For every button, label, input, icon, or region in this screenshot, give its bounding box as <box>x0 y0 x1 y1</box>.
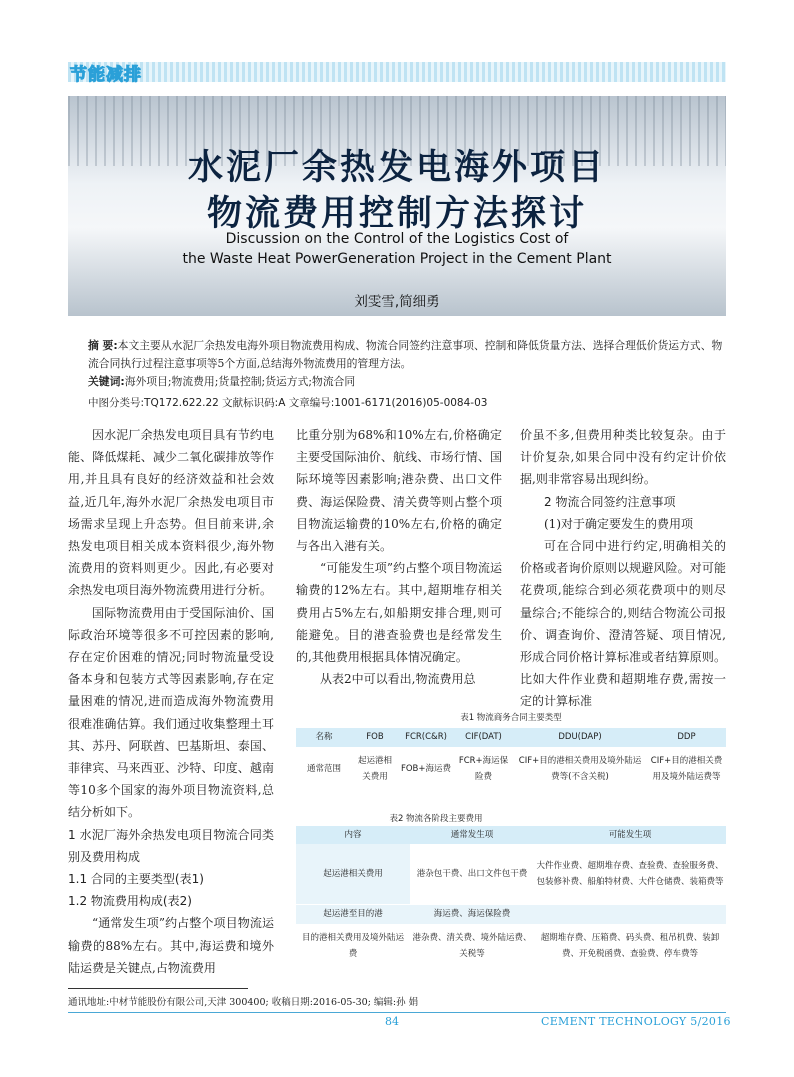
table1-caption: 表1 物流商务合同主要类型 <box>460 713 562 723</box>
table-header-row <box>296 728 726 747</box>
table-header-cell: 可能发生项 <box>534 826 726 844</box>
table2 <box>296 826 726 969</box>
table-cell: 通常范围 <box>296 747 352 792</box>
table-header-cell: 内容 <box>296 826 410 844</box>
abstract <box>88 337 728 373</box>
table-cell: 超期堆存费、压箱费、码头费、租吊机费、装卸费、开免税函费、查验费、停车费等 <box>534 924 726 968</box>
table-cell: 港杂包干费、出口文件包干费 <box>410 844 534 904</box>
table-cell: 大件作业费、超期堆存费、查验费、查验服务费、包装修补费、船舶特材费、大件仓储费、装箱费等 <box>534 844 726 904</box>
table-header-cell: FCR(C&R) <box>398 728 454 747</box>
table-cell <box>534 904 726 924</box>
table-cell: 起运港相关费用 <box>296 844 410 904</box>
paragraph: “通常发生项”约占整个项目物流运输费的88%左右。其中,海运费和境外陆运费是关键点,占物流费用 <box>68 916 274 975</box>
table-cell: CIF+目的港相关费用及境外陆运费等(不含关税) <box>513 747 647 792</box>
section-heading: 2 物流合同签约注意事项 <box>544 494 676 509</box>
paragraph: 价虽不多,但费用种类比较复杂。由于计价复杂,如果合同中没有约定计价依据,则非常容易出现纠纷。 <box>520 428 726 487</box>
table-cell: FOB+海运费 <box>398 747 454 792</box>
subtitle-line-1: Discussion on the Control of the Logistics Cost of <box>225 231 569 247</box>
footnote: 通讯地址:中材节能股份有限公司,天津 300400; 收稿日期:2016-05-30; 编辑:孙 娟 <box>68 997 419 1008</box>
journal-name: CEMENT TECHNOLOGY 5/2016 <box>541 1015 731 1028</box>
title-line-2: 物流费用控制方法探讨 <box>206 194 587 234</box>
keywords-text: 海外项目;物流费用;货量控制;货运方式;物流合同 <box>124 375 356 388</box>
table-cell: 起运港相关费用 <box>352 747 398 792</box>
abstract-label: 摘 要: <box>88 339 118 352</box>
table-header-row <box>296 826 726 844</box>
classification: 中图分类号:TQ172.622.22 文献标识码:A 文章编号:1001-6171(2016)05-0084-03 <box>88 397 488 409</box>
paragraph: “可能发生项”约占整个项目物流运输费的12%左右。其中,超期堆存相关费用占5%左右,如船期安排合理,则可能避免。目的港查验费也是经常发生的,其他费用根据具体情况确定。 <box>296 561 502 665</box>
abstract-text: 本文主要从水泥厂余热发电海外项目物流费用构成、物流合同签约注意事项、控制和降低货量方法、选择合理低价货运方式、物流合同执行过程注意事项等5个方面,总结海外物流费用的管理方法。 <box>88 339 723 370</box>
table1 <box>296 728 726 791</box>
table2-caption: 表2 物流各阶段主要费用 <box>389 814 483 824</box>
subsection-heading: 1.2 物流费用构成(表2) <box>68 894 192 909</box>
table-row <box>296 924 726 968</box>
body-column-2 <box>296 424 502 690</box>
keywords <box>88 373 728 391</box>
table-header-cell: DDP <box>647 728 726 747</box>
title-line-1: 水泥厂余热发电海外项目 <box>187 148 606 188</box>
authors: 刘雯雪,简细勇 <box>354 294 440 310</box>
footnote-rule <box>68 988 248 989</box>
body-column-1 <box>68 424 274 979</box>
table-cell: FCR+海运保险费 <box>454 747 513 792</box>
subsection-heading: 1.1 合同的主要类型(表1) <box>68 872 204 887</box>
table-header-cell: 名称 <box>296 728 352 747</box>
page-number: 84 <box>385 1015 399 1028</box>
table-cell: CIF+目的港相关费用及境外陆运费等 <box>647 747 726 792</box>
paragraph: 比重分别为68%和10%左右,价格确定主要受国际油价、航线、市场行情、国际环境等因素影响;港杂费、出口文件费、海运保险费、清关费等则占整个项目物流运输费的10%左右,价格的确定与各出入港有关。 <box>296 428 502 554</box>
table-row <box>296 747 726 792</box>
table-cell: 起运港至目的港 <box>296 904 410 924</box>
paragraph: 可在合同中进行约定,明确相关的价格或者询价原则以规避风险。对可能花费项,能综合到必须花费项中的则尽量综合;不能综合的,则结合物流公司报价、调查询价、澄清答疑、项目情况,形成合同价格计算标准或者结算原则。比如大件作业费和超期堆存费,需按一定的计算标准 <box>520 539 726 709</box>
table-row <box>296 904 726 924</box>
body-column-3 <box>520 424 726 713</box>
keywords-label: 关键词: <box>88 375 125 388</box>
footer-rule <box>68 1012 726 1013</box>
section-tag: 节能减排 <box>70 65 142 85</box>
table-header-cell: 通常发生项 <box>410 826 534 844</box>
paragraph: 从表2中可以看出,物流费用总 <box>320 672 476 687</box>
paragraph: (1)对于确定要发生的费用项 <box>544 516 693 531</box>
paragraph: 因水泥厂余热发电项目具有节约电能、降低煤耗、减少二氧化碳排放等作用,并且具有良好的经济效益和社会效益,近几年,海外水泥厂余热发电项目市场需求呈现上升态势。但目前来讲,余热发电项目相关成本资料很少,海外物流费用的资料则更少。因此,有必要对余热发电项目海外物流费用进行分析。 <box>68 428 274 598</box>
header-strip <box>68 62 726 82</box>
table-header-cell: FOB <box>352 728 398 747</box>
table-cell: 目的港相关费用及境外陆运费 <box>296 924 410 968</box>
table-cell: 港杂费、清关费、境外陆运费、关税等 <box>410 924 534 968</box>
subtitle-line-2: the Waste Heat PowerGeneration Project in the Cement Plant <box>182 251 612 267</box>
table-cell: 海运费、海运保险费 <box>410 904 534 924</box>
table-header-cell: CIF(DAT) <box>454 728 513 747</box>
table-row <box>296 844 726 904</box>
table-header-cell: DDU(DAP) <box>513 728 647 747</box>
paragraph: 国际物流费用由于受国际油价、国际政治环境等很多不可控因素的影响,存在定价困难的情况;同时物流量受设备本身和包装方式等因素影响,存在定量困难的情况,进而造成海外物流费用很难准确估算。我们通过收集整理土耳其、苏丹、阿联酋、巴基斯坦、泰国、菲律宾、马来西亚、沙特、印度、越南等10多个国家的海外项目物流资料,总结分析如下。 <box>68 605 274 820</box>
section-heading: 1 水泥厂海外余热发电项目物流合同类别及费用构成 <box>68 827 274 864</box>
